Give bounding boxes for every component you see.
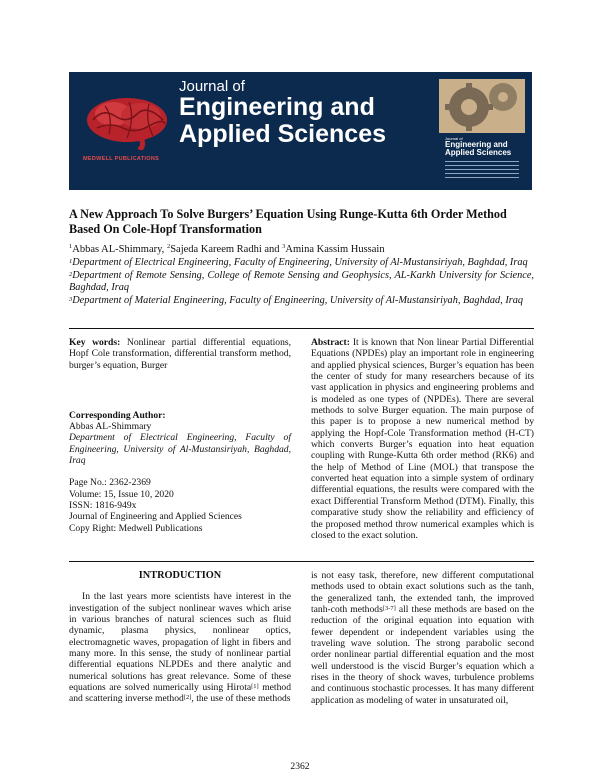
corresponding-author-affiliation: Department of Electrical Engineering, Faculty of Engineering, University of Al-Mustansiriyah, Baghdad, Iraq — [69, 432, 291, 467]
affiliation-1: $^1$Department of Electrical Engineering, Faculty of Engineering, University of Al-Mustansiriyah, Baghdad, Iraq — [69, 257, 528, 268]
cover-title-line2: Applied Sciences — [445, 148, 512, 157]
affiliation-3: $^3$Department of Material Engineering, Faculty of Engineering, University of Al-Mustansiriyah, Baghdad, Iraq — [69, 294, 524, 306]
intro-paragraph-1: In the last years more scientists have interest in the investigation of the subject nonlinear waves which arise in various branches of natural sciences such as fluid dynamic, plasma physics, nonlinear optics, electromagnetic waves, propagation of light in fibers and many more. In this sense, the study of nonlinear partial differential equations NLPDEs and there analytic and numerical solutions has great relevance. Some of these equations are solved numerically using Hirota[1] method and scattering inverse method[2], the use of these methods — [69, 591, 291, 705]
affiliation-3-marker: 3 — [69, 295, 73, 303]
abstract-label: Abstract: — [311, 337, 350, 348]
citation-1: [1] — [251, 683, 259, 691]
gears-image-icon — [439, 79, 525, 141]
affiliation-list — [69, 257, 534, 307]
abstract — [311, 337, 534, 541]
volume-issue: Volume: 15, Issue 10, 2020 — [69, 488, 174, 500]
divider-bottom — [69, 561, 534, 562]
cover-decorative-lines — [445, 161, 519, 181]
author-1-marker: 1 — [69, 243, 73, 250]
corresponding-author-name: Abbas AL-Shimmary — [69, 421, 152, 433]
affiliation-1-marker: 1 — [69, 258, 73, 265]
article-title: A New Approach To Solve Burgers’ Equation Using Runge-Kutta 6th Order Method Based On Cole-Hopf Transformation — [69, 207, 507, 236]
author-3: Amina Kassim Hussain — [285, 244, 385, 255]
citation-3-7: [3-7] — [382, 605, 396, 613]
divider-top — [69, 328, 534, 329]
cover-title-line1: Engineering and — [445, 140, 508, 149]
author-1: Abbas AL-Shimmary, — [72, 244, 167, 255]
page-number: 2362 — [290, 761, 310, 772]
copyright: Copy Right: Medwell Publications — [69, 522, 203, 534]
journal-cover-thumbnail — [439, 79, 525, 183]
page-range: Page No.: 2362-2369 — [69, 477, 151, 489]
author-3-marker: 3 — [282, 243, 286, 250]
cover-small-text: Journal of — [445, 136, 463, 141]
citation-2: [2] — [183, 694, 192, 702]
journal-name-line2: Engineering and — [179, 93, 375, 121]
publisher-label: MEDWELL PUBLICATIONS — [83, 156, 160, 162]
article-metadata — [69, 337, 291, 534]
journal-name-line3: Applied Sciences — [179, 120, 387, 148]
abstract-text: It is known that Non linear Partial Differential Equations (NPDEs) play an important role in engineering and applied physical sciences, Burger’s equation has been the center of study for many researchers because of its vast application in physics and engineering problems and is modeled as one types of (NPDEs). There are several methods to solve Burger equation. The main purpose of this paper is to propose a new numerical method by applying the Hopf-Cole Transformation method (H-CT) which converts Burger’s equation into heat equation coupling with Runge-Kutta 6th order method (RK6) and the help of Method of Line (MOL) that transpose the converted heat equation into a simple system of ordinary differential equations, the results were compared with the exact Differential Transform Method (DTM). Finally, this comparative study show the reliability and efficiency of the proposed method throw numerical examples which is closed to the exact solution. — [311, 337, 534, 541]
issn: ISSN: 1816-949x — [69, 499, 137, 511]
journal-banner — [69, 72, 532, 190]
author-2: Sajeda Kareem Radhi and — [170, 244, 283, 255]
author-list — [69, 244, 385, 255]
section-heading-introduction: INTRODUCTION — [138, 570, 222, 581]
keywords: Key words: Nonlinear partial differential equations, Hopf Cole transformation, differential transform method, burger’s equation, Burger — [69, 337, 292, 371]
body-column-left — [69, 570, 291, 705]
affiliation-2-marker: 2 — [69, 270, 73, 278]
corresponding-author-label: Corresponding Author: — [69, 409, 166, 421]
journal-line: Journal of Engineering and Applied Sciences — [69, 511, 242, 523]
body-column-right: is not easy task, therefore, new different computational methods used to obtain exact solutions such as the tanh, the generalized tanh, the extended tanh, the improved tanh-coth methods[3-7] all these methods are based on the reduction of the original equation into equation with fewer dependent or independent variables using the traveling wave solution. The strong parabolic second order nonlinear partial differential equation and the most well understood is the viscid Burger’s equation which a rises in the theory of shock waves, turbulence problems and continuous stochastic processes. It has many different application as modeling of water in unsaturated oil, — [311, 570, 534, 706]
affiliation-2: $^2$Department of Remote Sensing, College of Remote Sensing and Geophysics, AL-Karkh University for Science, Baghdad, Iraq — [69, 269, 534, 294]
brain-logo-icon — [83, 94, 175, 150]
journal-name-line1: Journal of — [179, 78, 245, 95]
author-2-marker: 2 — [166, 243, 171, 250]
